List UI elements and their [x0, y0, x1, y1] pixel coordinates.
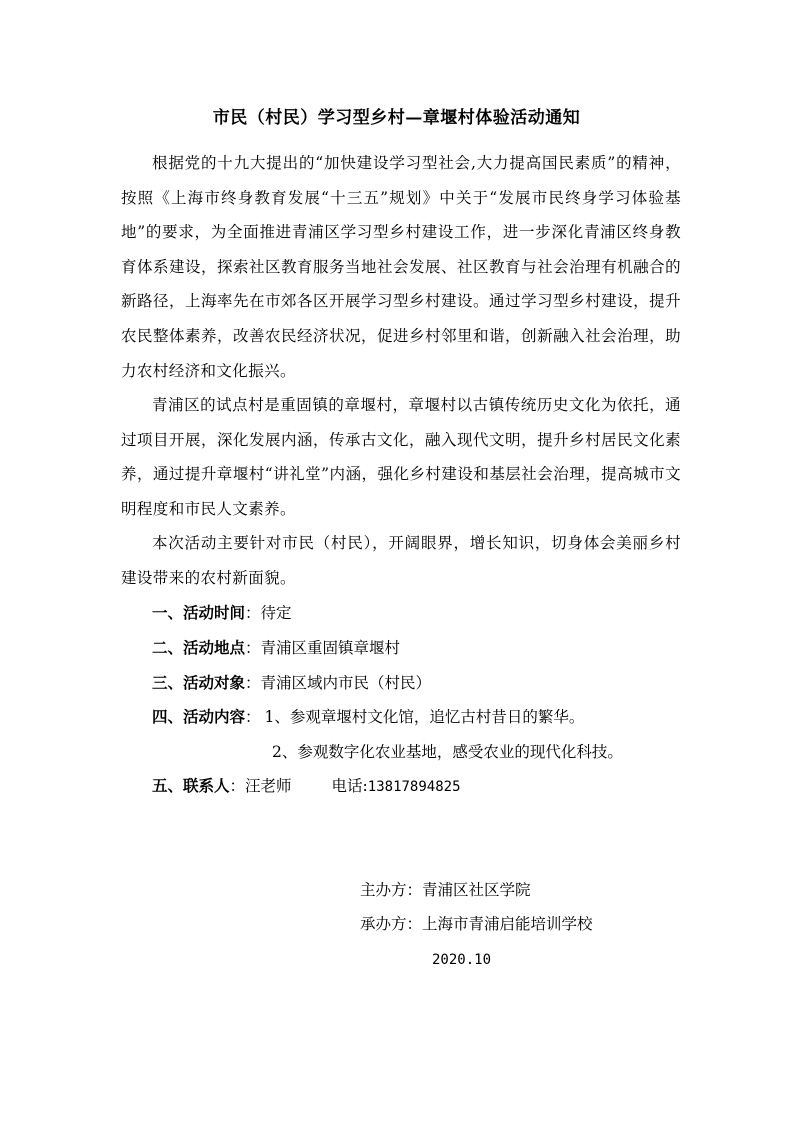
item-value: 青浦区域内市民（村民） — [260, 674, 432, 692]
item-contact — [152, 776, 461, 797]
paragraph-2: 青浦区的试点村是重固镇的章堰村，章堰村以古镇传统历史文化为依托，通过项目开展，深化发展内涵，传承古文化，融入现代文明，提升乡村居民文化素养，通过提升章堰村“讲礼堂”内涵，强化乡村建设和基层社会治理，提高城市文明程度和市民人文素养。 — [121, 396, 681, 518]
contact-phone-label: 电话: — [331, 777, 368, 795]
item-activity-location — [152, 638, 400, 658]
item-activity-time — [152, 603, 292, 623]
item-label: 一、活动时间 — [152, 603, 246, 622]
item-sep: ： — [245, 604, 261, 622]
item-activity-content-2: 2、参观数字化农业基地，感受农业的现代化科技。 — [272, 743, 623, 761]
item-sep: ： — [245, 674, 261, 692]
item-activity-audience — [152, 673, 431, 693]
paragraph-3: 本次活动主要针对市民（村民），开阔眼界，增长知识，切身体会美丽乡村建设带来的农村新面貌。 — [121, 534, 681, 587]
undertaker: 承办方：上海市青浦启能培训学校 — [360, 915, 593, 933]
paragraph-1: 根据党的十九大提出的“加快建设学习型社会,大力提高国民素质”的精神，按照《上海市终身教育发展“十三五”规划》中关于“发展市民终身学习体验基地”的要求，为全面推进青浦区学习型乡村建设工作，进一步深化青浦区终身教育体系建设，探索社区教育服务当地社会发展、社区教育与社会治理有机融合的新路径，上海率先在市郊各区开展学习型乡村建设。通过学习型乡村建设，提升农民整体素养，改善农民经济状况，促进乡村邻里和谐，创新融入社会治理，助力农村经济和文化振兴。 — [121, 154, 681, 380]
contact-phone: 13817894825 — [367, 779, 461, 795]
item-sep: ： — [245, 708, 261, 726]
document-date: 2020.10 — [432, 952, 492, 968]
document-title: 市民（村民）学习型乡村—章堰村体验活动通知 — [212, 108, 581, 128]
item-label: 四、活动内容 — [152, 707, 246, 726]
contact-name: 汪老师 — [245, 777, 292, 795]
item-value: 待定 — [260, 604, 292, 622]
contact-sep: ： — [229, 777, 246, 795]
item-value: 1、参观章堰村文化馆，追忆古村昔日的繁华。 — [264, 708, 585, 726]
item-value: 青浦区重固镇章堰村 — [260, 639, 401, 657]
organizer: 主办方：青浦区社区学院 — [360, 881, 531, 899]
item-label: 二、活动地点 — [152, 638, 246, 657]
item-sep: ： — [245, 639, 261, 657]
item-label: 三、活动对象 — [152, 673, 246, 692]
contact-label: 五、联系人 — [152, 776, 230, 795]
item-activity-content — [152, 707, 584, 727]
